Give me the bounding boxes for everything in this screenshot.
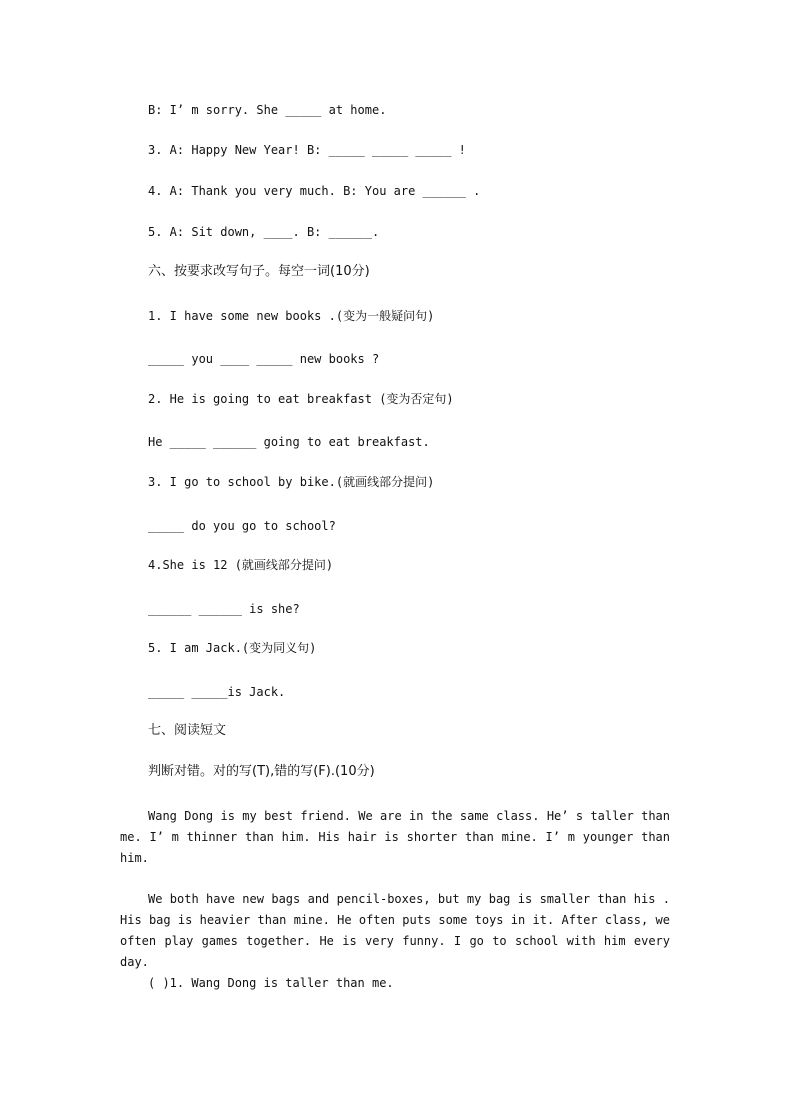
rewrite-question-1: 1. I have some new books .(变为一般疑问句): [148, 309, 435, 323]
section-7-heading: 七、阅读短文: [148, 723, 227, 738]
dialogue-line-b: B: I’ m sorry. She _____ at home.: [148, 103, 387, 117]
rewrite-answer-4: ______ ______ is she?: [148, 602, 300, 616]
rewrite-answer-2: He _____ ______ going to eat breakfast.: [148, 435, 430, 449]
true-false-item-1: ( )1. Wang Dong is taller than me.: [148, 976, 394, 990]
reading-instruction: 判断对错。对的写(T),错的写(F).(10分): [148, 764, 375, 779]
rewrite-answer-3: _____ do you go to school?: [148, 519, 336, 533]
rewrite-question-5: 5. I am Jack.(变为同义句): [148, 641, 317, 655]
rewrite-question-2: 2. He is going to eat breakfast (变为否定句): [148, 392, 454, 406]
dialogue-question-4: 4. A: Thank you very much. B: You are ______ .: [148, 184, 481, 198]
reading-paragraph-1: Wang Dong is my best friend. We are in the same class. He’ s taller than me. I’ m thinner than him. His hair is shorter than mine. I’ m younger than him.: [120, 809, 670, 865]
rewrite-question-3: 3. I go to school by bike.(就画线部分提问): [148, 475, 435, 489]
rewrite-answer-1: _____ you ____ _____ new books ?: [148, 352, 380, 366]
reading-paragraph-2: We both have new bags and pencil-boxes, but my bag is smaller than his . His bag is heavier than mine. He often puts some toys in it. After class, we often play games together. He is very funny. I go to school with him every day.: [120, 892, 670, 969]
rewrite-question-4: 4.She is 12 (就画线部分提问): [148, 558, 334, 572]
section-6-heading: 六、按要求改写句子。每空一词(10分): [148, 264, 370, 279]
rewrite-answer-5: _____ _____is Jack.: [148, 685, 286, 699]
dialogue-question-5: 5. A: Sit down, ____. B: ______.: [148, 225, 380, 239]
dialogue-question-3: 3. A: Happy New Year! B: _____ _____ _____ !: [148, 143, 466, 157]
